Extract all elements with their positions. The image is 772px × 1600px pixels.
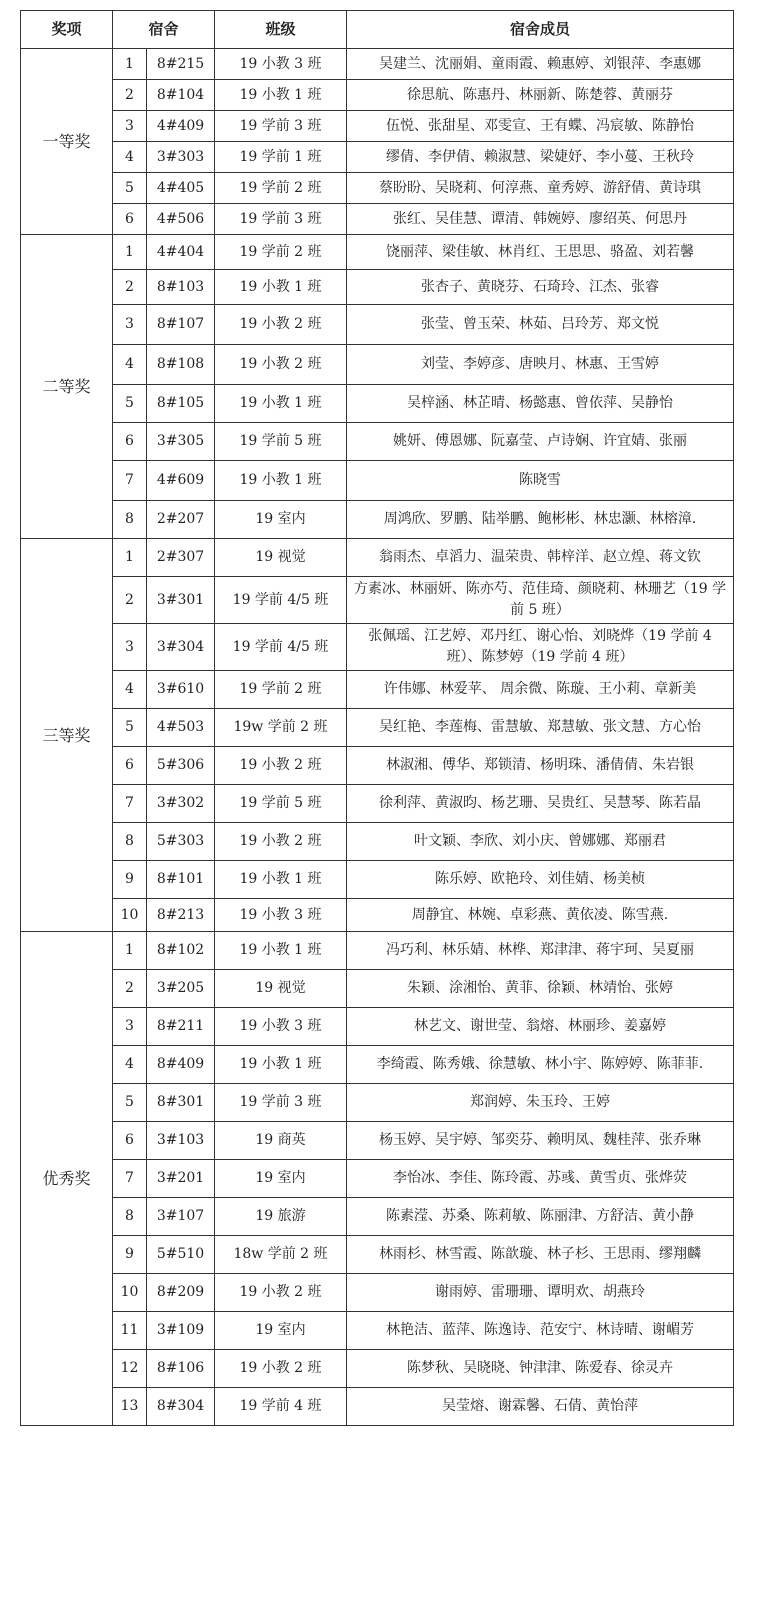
room-number-cell: 3#302 (147, 785, 215, 823)
award-level-cell: 二等奖 (21, 235, 113, 539)
class-name-cell: 19 学前 2 班 (215, 173, 347, 204)
row-number-cell: 1 (113, 932, 147, 970)
row-number-cell: 10 (113, 899, 147, 932)
room-number-cell: 8#409 (147, 1046, 215, 1084)
room-number-cell: 8#105 (147, 385, 215, 423)
table-row (21, 235, 734, 270)
row-number-cell: 4 (113, 1046, 147, 1084)
table-row (21, 142, 734, 173)
table-row (21, 1008, 734, 1046)
header-award: 奖项 (21, 11, 113, 49)
class-name-cell: 19 学前 3 班 (215, 204, 347, 235)
class-name-cell: 19 小教 1 班 (215, 932, 347, 970)
room-number-cell: 8#101 (147, 861, 215, 899)
class-name-cell: 19 学前 2 班 (215, 671, 347, 709)
class-name-cell: 19 室内 (215, 1312, 347, 1350)
table-row (21, 1236, 734, 1274)
members-cell: 林雨杉、林雪霞、陈歆璇、林子杉、王思雨、缪翔麟 (347, 1236, 734, 1274)
room-number-cell: 5#510 (147, 1236, 215, 1274)
row-number-cell: 7 (113, 461, 147, 501)
table-row (21, 539, 734, 577)
members-cell: 吴莹熔、谢霖馨、石倩、黄怡萍 (347, 1388, 734, 1426)
members-cell: 林艳洁、蓝萍、陈逸诗、范安宁、林诗晴、谢嵋芳 (347, 1312, 734, 1350)
row-number-cell: 10 (113, 1274, 147, 1312)
class-name-cell: 19 学前 4/5 班 (215, 577, 347, 624)
class-name-cell: 19 室内 (215, 501, 347, 539)
row-number-cell: 13 (113, 1388, 147, 1426)
row-number-cell: 1 (113, 539, 147, 577)
row-number-cell: 2 (113, 577, 147, 624)
members-cell: 叶文颖、李欣、刘小庆、曾娜娜、郑丽君 (347, 823, 734, 861)
row-number-cell: 7 (113, 1160, 147, 1198)
members-cell: 陈素滢、苏桑、陈莉敏、陈丽津、方舒洁、黄小静 (347, 1198, 734, 1236)
row-number-cell: 3 (113, 111, 147, 142)
room-number-cell: 4#609 (147, 461, 215, 501)
members-cell: 谢雨婷、雷珊珊、谭明欢、胡燕玲 (347, 1274, 734, 1312)
members-cell: 方素冰、林丽妍、陈亦芍、范佳琦、颜晓莉、林珊艺（19 学前 5 班） (347, 577, 734, 624)
table-row (21, 861, 734, 899)
room-number-cell: 4#404 (147, 235, 215, 270)
table-row (21, 785, 734, 823)
row-number-cell: 2 (113, 80, 147, 111)
room-number-cell: 3#109 (147, 1312, 215, 1350)
class-name-cell: 19 小教 1 班 (215, 270, 347, 305)
class-name-cell: 19 视觉 (215, 539, 347, 577)
room-number-cell: 8#209 (147, 1274, 215, 1312)
award-level-cell: 优秀奖 (21, 932, 113, 1426)
table-row (21, 1198, 734, 1236)
members-cell: 郑润婷、朱玉玲、王婷 (347, 1084, 734, 1122)
class-name-cell: 19 小教 1 班 (215, 385, 347, 423)
class-name-cell: 19 学前 4 班 (215, 1388, 347, 1426)
class-name-cell: 18w 学前 2 班 (215, 1236, 347, 1274)
class-name-cell: 19 室内 (215, 1160, 347, 1198)
row-number-cell: 3 (113, 305, 147, 345)
members-cell: 张红、吴佳慧、谭清、韩婉婷、廖绍英、何思丹 (347, 204, 734, 235)
members-cell: 林淑湘、傅华、郑锁清、杨明珠、潘倩倩、朱岩银 (347, 747, 734, 785)
class-name-cell: 19 视觉 (215, 970, 347, 1008)
row-number-cell: 1 (113, 49, 147, 80)
members-cell: 陈晓雪 (347, 461, 734, 501)
members-cell: 李怡冰、李佳、陈玲霞、苏彧、黄雪贞、张烨荧 (347, 1160, 734, 1198)
header-class: 班级 (215, 11, 347, 49)
table-row (21, 671, 734, 709)
table-row (21, 204, 734, 235)
row-number-cell: 5 (113, 709, 147, 747)
room-number-cell: 2#207 (147, 501, 215, 539)
row-number-cell: 2 (113, 270, 147, 305)
room-number-cell: 4#409 (147, 111, 215, 142)
dormitory-award-table (20, 10, 734, 1426)
class-name-cell: 19 小教 2 班 (215, 823, 347, 861)
table-row (21, 1388, 734, 1426)
room-number-cell: 3#107 (147, 1198, 215, 1236)
members-cell: 徐利萍、黄淑昀、杨艺珊、吴贵红、吴慧琴、陈若晶 (347, 785, 734, 823)
class-name-cell: 19 小教 2 班 (215, 1350, 347, 1388)
row-number-cell: 6 (113, 1122, 147, 1160)
members-cell: 张佩瑶、江艺婷、邓丹红、谢心怡、刘晓烨（19 学前 4 班）、陈梦婷（19 学前 4 班） (347, 624, 734, 671)
members-cell: 饶丽萍、梁佳敏、林肖红、王思思、骆盈、刘若馨 (347, 235, 734, 270)
members-cell: 张杏子、黄晓芬、石琦玲、江杰、张睿 (347, 270, 734, 305)
row-number-cell: 8 (113, 501, 147, 539)
members-cell: 陈乐婷、欧艳玲、刘佳婧、杨美桢 (347, 861, 734, 899)
room-number-cell: 3#303 (147, 142, 215, 173)
room-number-cell: 4#405 (147, 173, 215, 204)
members-cell: 张莹、曾玉荣、林茹、吕玲芳、郑文悦 (347, 305, 734, 345)
table-body (21, 11, 734, 1426)
row-number-cell: 8 (113, 823, 147, 861)
award-table-sheet (20, 10, 734, 1426)
row-number-cell: 5 (113, 173, 147, 204)
members-cell: 李绮霞、陈秀娥、徐慧敏、林小宇、陈婷婷、陈菲菲. (347, 1046, 734, 1084)
table-row (21, 624, 734, 671)
header-members: 宿舍成员 (347, 11, 734, 49)
table-row (21, 305, 734, 345)
row-number-cell: 3 (113, 624, 147, 671)
class-name-cell: 19w 学前 2 班 (215, 709, 347, 747)
row-number-cell: 9 (113, 861, 147, 899)
row-number-cell: 6 (113, 747, 147, 785)
room-number-cell: 5#303 (147, 823, 215, 861)
room-number-cell: 8#102 (147, 932, 215, 970)
class-name-cell: 19 小教 3 班 (215, 1008, 347, 1046)
table-row (21, 49, 734, 80)
members-cell: 徐思航、陈惠丹、林丽新、陈楚蓉、黄丽芬 (347, 80, 734, 111)
table-row (21, 111, 734, 142)
members-cell: 周静宜、林婉、卓彩燕、黄依凌、陈雪燕. (347, 899, 734, 932)
class-name-cell: 19 学前 2 班 (215, 235, 347, 270)
row-number-cell: 9 (113, 1236, 147, 1274)
row-number-cell: 4 (113, 671, 147, 709)
room-number-cell: 8#103 (147, 270, 215, 305)
room-number-cell: 3#301 (147, 577, 215, 624)
room-number-cell: 3#305 (147, 423, 215, 461)
room-number-cell: 3#304 (147, 624, 215, 671)
table-row (21, 1350, 734, 1388)
room-number-cell: 8#304 (147, 1388, 215, 1426)
room-number-cell: 5#306 (147, 747, 215, 785)
row-number-cell: 4 (113, 345, 147, 385)
class-name-cell: 19 小教 2 班 (215, 305, 347, 345)
row-number-cell: 4 (113, 142, 147, 173)
room-number-cell: 3#103 (147, 1122, 215, 1160)
table-row (21, 1274, 734, 1312)
class-name-cell: 19 学前 5 班 (215, 423, 347, 461)
row-number-cell: 3 (113, 1008, 147, 1046)
row-number-cell: 2 (113, 970, 147, 1008)
table-row (21, 1160, 734, 1198)
members-cell: 刘莹、李婷彦、唐映月、林惠、王雪婷 (347, 345, 734, 385)
room-number-cell: 8#106 (147, 1350, 215, 1388)
class-name-cell: 19 旅游 (215, 1198, 347, 1236)
table-row (21, 173, 734, 204)
room-number-cell: 8#107 (147, 305, 215, 345)
table-row (21, 270, 734, 305)
class-name-cell: 19 小教 1 班 (215, 1046, 347, 1084)
row-number-cell: 12 (113, 1350, 147, 1388)
class-name-cell: 19 小教 3 班 (215, 899, 347, 932)
table-row (21, 823, 734, 861)
class-name-cell: 19 学前 5 班 (215, 785, 347, 823)
award-level-cell: 三等奖 (21, 539, 113, 932)
row-number-cell: 6 (113, 423, 147, 461)
room-number-cell: 8#108 (147, 345, 215, 385)
members-cell: 冯巧利、林乐婧、林桦、郑津津、蒋宇珂、吴夏丽 (347, 932, 734, 970)
room-number-cell: 3#201 (147, 1160, 215, 1198)
table-row (21, 1122, 734, 1160)
class-name-cell: 19 小教 3 班 (215, 49, 347, 80)
header-dorm: 宿舍 (113, 11, 215, 49)
table-row (21, 899, 734, 932)
members-cell: 朱颖、涂湘怡、黄菲、徐颖、林靖怡、张婷 (347, 970, 734, 1008)
table-row (21, 345, 734, 385)
members-cell: 翁雨杰、卓滔力、温荣贵、韩梓洋、赵立煌、蒋文钦 (347, 539, 734, 577)
members-cell: 杨玉婷、吴宇婷、邹奕芬、赖明凤、魏桂萍、张乔琳 (347, 1122, 734, 1160)
class-name-cell: 19 小教 2 班 (215, 747, 347, 785)
header-row (21, 11, 734, 49)
members-cell: 蔡盼盼、吴晓莉、何淳燕、童秀婷、游舒倩、黄诗琪 (347, 173, 734, 204)
row-number-cell: 5 (113, 1084, 147, 1122)
room-number-cell: 8#301 (147, 1084, 215, 1122)
table-row (21, 501, 734, 539)
row-number-cell: 11 (113, 1312, 147, 1350)
table-row (21, 1084, 734, 1122)
class-name-cell: 19 学前 4/5 班 (215, 624, 347, 671)
room-number-cell: 8#211 (147, 1008, 215, 1046)
award-level-cell: 一等奖 (21, 49, 113, 235)
row-number-cell: 1 (113, 235, 147, 270)
table-row (21, 709, 734, 747)
room-number-cell: 2#307 (147, 539, 215, 577)
room-number-cell: 4#506 (147, 204, 215, 235)
row-number-cell: 8 (113, 1198, 147, 1236)
class-name-cell: 19 小教 1 班 (215, 861, 347, 899)
table-row (21, 577, 734, 624)
table-row (21, 461, 734, 501)
class-name-cell: 19 小教 1 班 (215, 80, 347, 111)
members-cell: 缪倩、李伊倩、赖淑慧、梁婕妤、李小蔓、王秋玲 (347, 142, 734, 173)
table-row (21, 1312, 734, 1350)
room-number-cell: 3#205 (147, 970, 215, 1008)
members-cell: 林艺文、谢世莹、翁熔、林丽珍、姜嘉婷 (347, 1008, 734, 1046)
table-row (21, 747, 734, 785)
class-name-cell: 19 小教 1 班 (215, 461, 347, 501)
room-number-cell: 3#610 (147, 671, 215, 709)
members-cell: 吴建兰、沈丽娟、童雨霞、赖惠婷、刘银萍、李惠娜 (347, 49, 734, 80)
room-number-cell: 8#215 (147, 49, 215, 80)
table-row (21, 932, 734, 970)
class-name-cell: 19 学前 1 班 (215, 142, 347, 173)
class-name-cell: 19 小教 2 班 (215, 1274, 347, 1312)
room-number-cell: 8#213 (147, 899, 215, 932)
room-number-cell: 4#503 (147, 709, 215, 747)
row-number-cell: 6 (113, 204, 147, 235)
members-cell: 伍悦、张甜星、邓雯宣、王有蝶、冯宸敏、陈静怡 (347, 111, 734, 142)
table-row (21, 80, 734, 111)
members-cell: 姚妍、傅恩娜、阮嘉莹、卢诗娴、许宜婧、张丽 (347, 423, 734, 461)
row-number-cell: 5 (113, 385, 147, 423)
members-cell: 周鸿欣、罗鹏、陆举鹏、鲍彬彬、林忠灏、林榕漳. (347, 501, 734, 539)
table-row (21, 1046, 734, 1084)
members-cell: 吴红艳、李莲梅、雷慧敏、郑慧敏、张文慧、方心怡 (347, 709, 734, 747)
class-name-cell: 19 小教 2 班 (215, 345, 347, 385)
class-name-cell: 19 学前 3 班 (215, 1084, 347, 1122)
table-row (21, 423, 734, 461)
members-cell: 陈梦秋、吴晓晓、钟津津、陈爱春、徐灵卉 (347, 1350, 734, 1388)
table-row (21, 970, 734, 1008)
row-number-cell: 7 (113, 785, 147, 823)
table-row (21, 385, 734, 423)
members-cell: 许伟娜、林爱苹、 周余微、陈璇、王小莉、章新美 (347, 671, 734, 709)
class-name-cell: 19 商英 (215, 1122, 347, 1160)
room-number-cell: 8#104 (147, 80, 215, 111)
class-name-cell: 19 学前 3 班 (215, 111, 347, 142)
members-cell: 吴梓涵、林芷晴、杨懿惠、曾依萍、吴静怡 (347, 385, 734, 423)
